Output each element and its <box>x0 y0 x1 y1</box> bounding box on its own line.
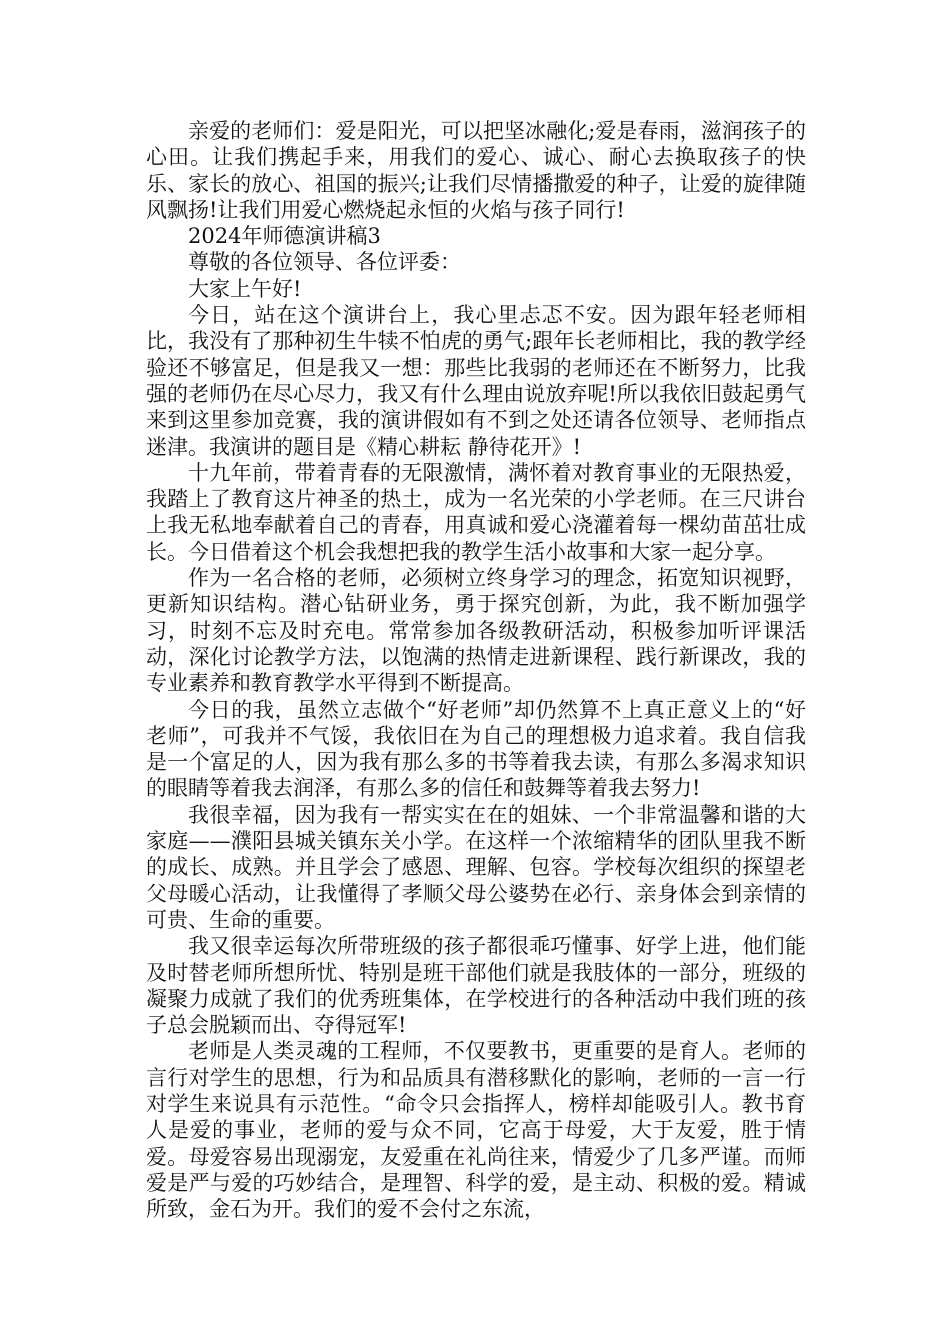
document-page <box>146 118 806 1222</box>
speech-title: 2024年师德演讲稿3 <box>188 224 381 249</box>
paragraph-happiness: 我很幸福，因为我有一帮实实在在的姐妹、一个非常温馨和谐的大家庭——濮阳县城关镇东关小学。在这样一个浓缩精华的团队里我不断的成长、成熟。并且学会了感恩、理解、包容。学校每次组织的探望老父母暖心活动，让我懂得了孝顺父母公婆势在必行、亲身体会到亲情的可贵、生命的重要。 <box>146 802 806 932</box>
paragraph-nineteen-years: 十九年前，带着青春的无限激情，满怀着对教育事业的无限热爱，我踏上了教育这片神圣的热土，成为一名光荣的小学老师。在三尺讲台上我无私地奉献着自己的青春，用真诚和爱心浇灌着每一棵幼苗茁壮成长。今日借着这个机会我想把我的教学生活小故事和大家一起分享。 <box>146 460 806 564</box>
paragraph-intro: 今日，站在这个演讲台上，我心里忐忑不安。因为跟年轻老师相比，我没有了那种初生牛犊不怕虎的勇气;跟年长老师相比，我的教学经验还不够富足，但是我又一想：那些比我弱的老师还在不断努力，比我强的老师仍在尽心尽力，我又有什么理由说放弃呢!所以我依旧鼓起勇气来到这里参加竞赛，我的演讲假如有不到之处还请各位领导、老师指点迷津。我演讲的题目是《精心耕耘 静待花开》! <box>146 303 806 459</box>
paragraph-good-teacher: 今日的我，虽然立志做个“好老师”却仍然算不上真正意义上的“好老师”，可我并不气馁，我依旧在为自己的理想极力追求着。我自信我是一个富足的人，因为我有那么多的书等着我去读，有那么多渴求知识的眼睛等着我去润泽，有那么多的信任和鼓舞等着我去努力! <box>146 697 806 801</box>
salutation: 尊敬的各位领导、各位评委： <box>188 250 461 275</box>
paragraph-teacher-love: 老师是人类灵魂的工程师，不仅要教书，更重要的是育人。老师的言行对学生的思想，行为和品质具有潜移默化的影响，老师的一言一行对学生来说具有示范性。“命令只会指挥人，榜样却能吸引人。教书育人是爱的事业，老师的爱与众不同，它高于母爱，大于友爱，胜于情爱。母爱容易出现溺宠，友爱重在礼尚往来，情爱少了几多严谨。而师爱是严与爱的巧妙结合，是理智、科学的爱，是主动、积极的爱。精诚所致，金石为开。我们的爱不会付之东流， <box>146 1039 806 1222</box>
paragraph-class: 我又很幸运每次所带班级的孩子都很乖巧懂事、好学上进，他们能及时替老师所想所忧、特别是班干部他们就是我肢体的一部分，班级的凝聚力成就了我们的优秀班集体，在学校进行的各种活动中我们班的孩子总会脱颖而出、夺得冠军! <box>146 934 806 1038</box>
paragraph-closing: 亲爱的老师们：爱是阳光，可以把坚冰融化;爱是春雨，滋润孩子的心田。让我们携起手来，用我们的爱心、诚心、耐心去换取孩子的快乐、家长的放心、祖国的振兴;让我们尽情播撒爱的种子，让爱的旋律随风飘扬!让我们用爱心燃烧起永恒的火焰与孩子同行! <box>146 119 806 222</box>
greeting: 大家上午好! <box>188 276 302 301</box>
paragraph-learning: 作为一名合格的老师，必须树立终身学习的理念，拓宽知识视野，更新知识结构。潜心钻研业务，勇于探究创新，为此，我不断加强学习，时刻不忘及时充电。常常参加各级教研活动，积极参加听评课活动，深化讨论教学方法，以饱满的热情走进新课程、践行新课改，我的专业素养和教育教学水平得到不断提高。 <box>146 566 806 696</box>
